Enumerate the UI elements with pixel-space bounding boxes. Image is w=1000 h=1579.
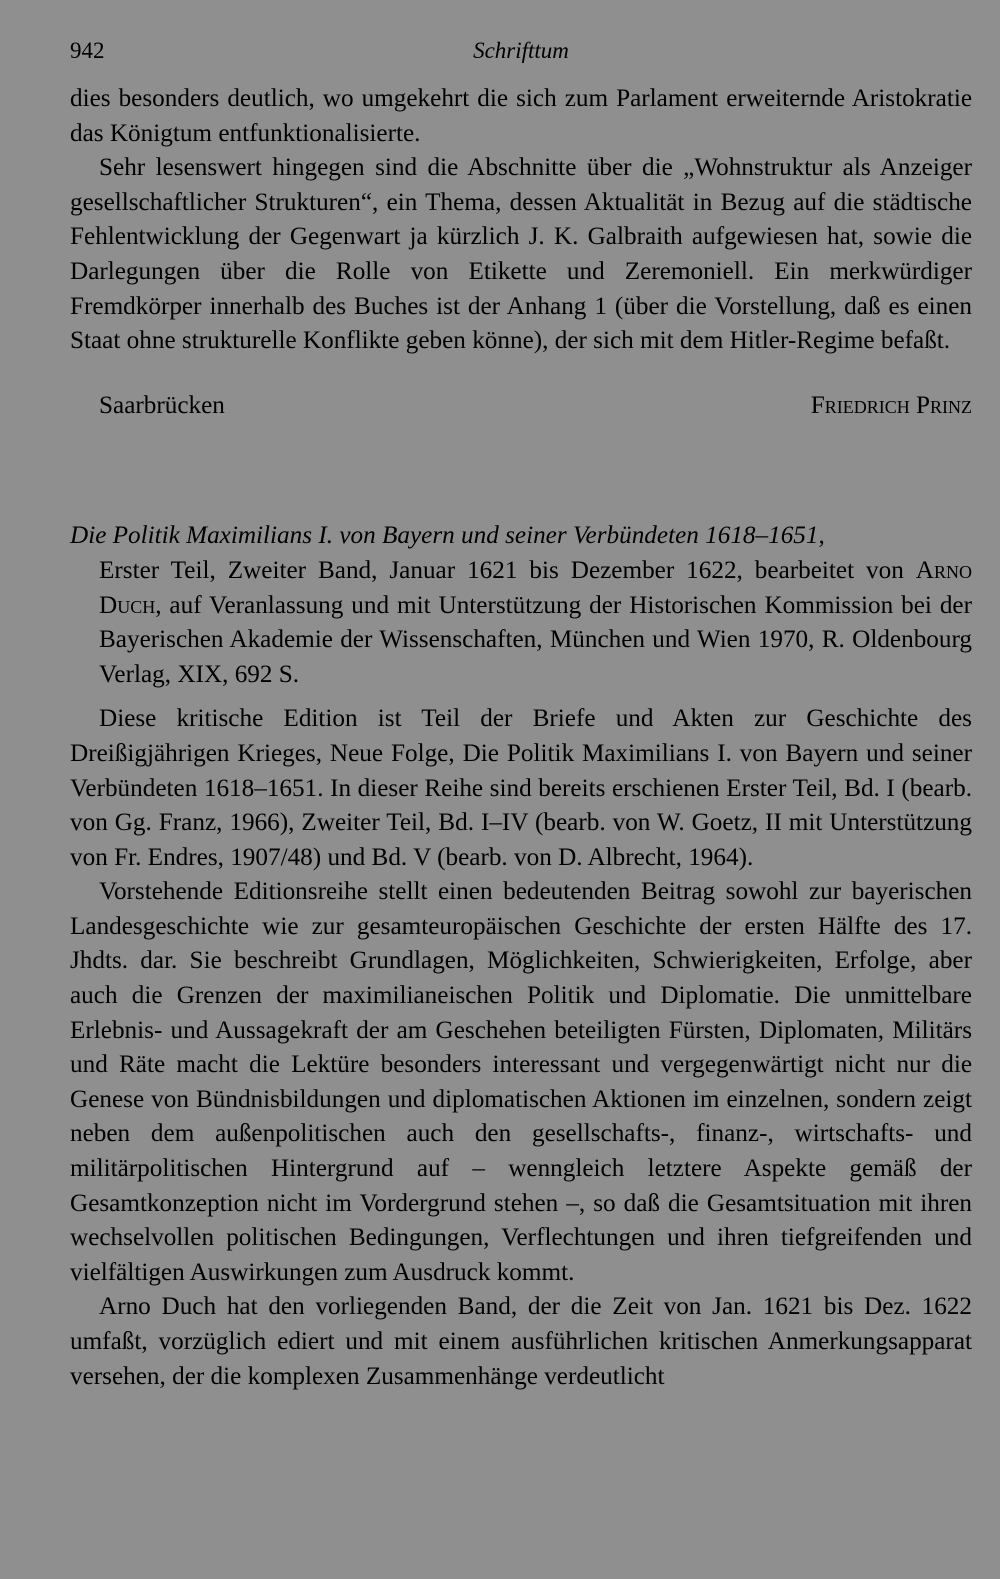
- review-continuation-paragraph: dies besonders deutlich, wo umgekehrt die sich zum Parlament erweiternde Aristokratie das Königtum entfunktionalisierte.: [70, 85, 972, 147]
- bibliographic-text-after-editor: , auf Veranlassung und mit Unterstützung der Historischen Kommission bei der Bayerischen Akademie der Wissenschaften, München und Wien 1970, R. Oldenbourg Verlag, XIX, 692 S.: [99, 591, 972, 688]
- running-title: Schrifttum: [473, 38, 569, 63]
- review-paragraph: Sehr lesenswert hingegen sind die Abschnitte über die „Wohnstruktur als Anzeiger gesellschaftlicher Strukturen“, ein Thema, dessen Aktualität in Bezug auf die städtische Fehlentwicklung der Gegenwart ja kürzlich J. K. Galbraith aufgewiesen hat, sowie die Darlegungen über die Rolle von Etikette und Zeremoniell. Ein merkwürdiger Fremdkörper innerhalb des Buches ist der Anhang 1 (über die Vorstellung, daß es einen Staat ohne strukturelle Konflikte geben könne), der sich mit dem Hitler-Regime befaßt.: [70, 154, 972, 355]
- page-header: [70, 38, 972, 82]
- review-paragraph-editor: Arno Duch hat den vorliegenden Band, der die Zeit von Jan. 1621 bis Dez. 1622 umfaßt, vorzüglich ediert und mit einem ausführlichen kritischen Anmerkungsapparat versehen, der die komplexen Zusammenhänge verdeutlicht: [70, 1293, 972, 1390]
- review-place: Saarbrücken: [99, 391, 225, 419]
- review-signature: [70, 389, 972, 424]
- reviewer-name: Friedrich Prinz: [810, 391, 972, 419]
- review-paragraph-assessment: Vorstehende Editionsreihe stellt einen bedeutenden Beitrag sowohl zur bayerischen Landesgeschichte wie zur gesamteuropäischen Geschichte der ersten Hälfte des 17. Jhdts. dar. Sie beschreibt Grundlagen, Möglichkeiten, Schwierigkeiten, Erfolge, aber auch die Grenzen der maximilianeischen Politik und Diplomatie. Die unmittelbare Erlebnis- und Aussagekraft der am Geschehen beteiligten Fürsten, Diplomaten, Militärs und Räte macht die Lektüre besonders interessant und vergegenwärtigt nicht nur die Genese von Bündnisbildungen und diplomatischen Aktionen im einzelnen, sondern zeigt neben dem außenpolitischen auch den gesellschafts-, finanz-, wirtschafts- und militärpolitischen Hintergrund auf – wenngleich letztere Aspekte gemäß der Gesamtkonzeption nicht im Vordergrund stehen –, so daß die Gesamtsituation mit ihren wechselvollen politischen Bedingungen, Verflechtungen und ihren tiefgreifenden und vielfältigen Auswirkungen zum Ausdruck kommt.: [70, 878, 972, 1286]
- review-friedrich-prinz: [70, 82, 972, 423]
- review-politik-maximilians: [70, 519, 972, 1394]
- bibliographic-text-before-editor: Erster Teil, Zweiter Band, Januar 1621 bis Dezember 1622, bearbeitet von: [99, 556, 916, 584]
- bibliographic-details: [70, 554, 972, 692]
- editor-name: Arno Duch: [99, 556, 972, 619]
- book-title: Die Politik Maximilians I. von Bayern und seiner Verbündeten 1618–1651,: [70, 522, 825, 550]
- review-paragraph-series: Diese kritische Edition ist Teil der Briefe und Akten zur Geschichte des Dreißigjährigen Krieges, Neue Folge, Die Politik Maximilians I. von Bayern und seiner Verbündeten 1618–1651. In dieser Reihe sind bereits erschienen Erster Teil, Bd. I (bearb. von Gg. Franz, 1966), Zweiter Teil, Bd. I–IV (bearb. von W. Goetz, II mit Unterstützung von Fr. Endres, 1907/48) und Bd. V (bearb. von D. Albrecht, 1964).: [70, 705, 972, 871]
- page-number: 942: [70, 38, 105, 63]
